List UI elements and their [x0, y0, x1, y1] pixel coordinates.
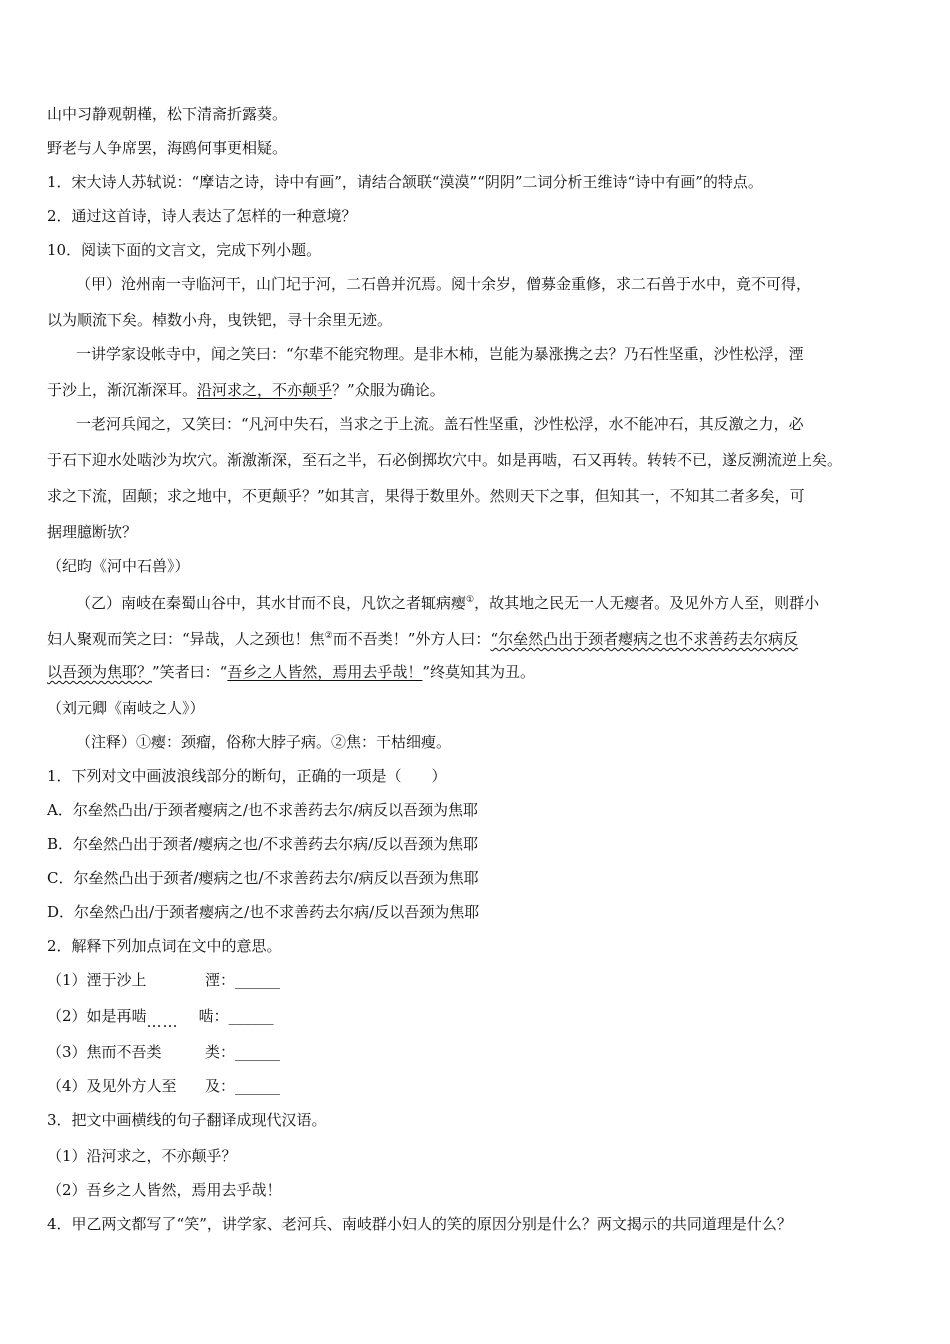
poem-line: 野老与人争席罢，海鸥何事更相疑。 [47, 139, 288, 157]
vocab-phrase: （1）湮于沙上 [47, 971, 147, 989]
wavy-underlined-sentence: “尔垒然凸出于颈者瘿病之也不求善药去尔病反 [490, 630, 799, 648]
option-c: C．尔垒然凸出于颈者/瘿病之也/不求善药去尔/病反以吾颈为焦耶 [47, 869, 479, 887]
vocab-item [47, 1005, 274, 1033]
underlined-sentence: 沿河求之，不亦颠乎 [197, 381, 333, 399]
passage-jia-line: 一讲学家设帐寺中，闻之笑曰：“尔辈不能究物理。是非木杮，岂能为暴涨携之去？乃石性坚重，沙性松浮，湮 [76, 345, 804, 363]
footnote-marker: ① [466, 595, 475, 605]
option-b: B．尔垒然凸出于颈者/瘿病之也/不求善药去尔病/反以吾颈为焦耶 [47, 835, 479, 853]
vocab-phrase: （2）如是再啮 [47, 1007, 147, 1025]
question-9-2: 2．通过这首诗，诗人表达了怎样的一种意境？ [47, 207, 357, 225]
translation-item: （1）沿河求之，不亦颠乎？ [47, 1147, 237, 1165]
vocab-item [47, 1041, 280, 1063]
passage-jia-line: 一老河兵闻之，又笑曰：“凡河中失石，当求之于上流。盖石性坚重，沙性松浮，水不能冲石，其反激之力，必 [76, 415, 804, 433]
answer-blank: ______ [235, 1043, 281, 1061]
passage-jia-line: 以为顺流下矣。棹数小舟，曳铁钯，寻十余里无迹。 [47, 311, 393, 329]
passage-jia-line [47, 379, 445, 401]
vocab-phrase: （4）及见外方人至 [47, 1077, 177, 1095]
text-segment: ”笑者曰：“ [152, 663, 228, 681]
question-10-4: 4．甲乙两文都写了“笑”，讲学家、老河兵、南岐群小妇人的笑的原因分别是什么？两文揭示的共同道理是什么？ [47, 1215, 792, 1233]
footnote-marker: ② [324, 631, 333, 641]
underlined-sentence: 吾乡之人皆然，焉用去乎哉！ [227, 663, 423, 681]
text-segment: 妇人聚观而笑之曰：“异哉，人之颈也！焦 [47, 630, 325, 648]
question-9-1: 1．宋大诗人苏轼说：“摩诘之诗，诗中有画”，请结合颔联“漠漠”“阴阴”二词分析王维诗“诗中有画”的特点。 [47, 173, 763, 191]
passage-yi-line [47, 661, 535, 683]
text-segment: 而不吾类！”外方人曰： [332, 630, 491, 648]
answer-blank: ______ [235, 971, 281, 989]
passage-yi-line [47, 625, 798, 650]
vocab-item [47, 969, 280, 991]
passage-jia-line: 于石下迎水处啮沙为坎穴。渐激渐深，至石之半，石必倒掷坎穴中。如是再啮，石又再转。转转不已，遂反溯流逆上矣。 [47, 451, 843, 469]
question-10-2-stem: 2．解释下列加点词在文中的意思。 [47, 937, 282, 955]
passage-jia-line: （甲）沧州南一寺临河干，山门圮于河，二石兽并沉焉。阅十余岁，僧募金重修，求二石兽于水中，竟不可得， [76, 275, 812, 293]
passage-yi-line [76, 589, 819, 614]
text-segment: ”终莫知其为丑。 [422, 663, 536, 681]
question-10-title: 10．阅读下面的文言文，完成下列小题。 [47, 241, 322, 259]
text-segment: 于沙上，渐沉渐深耳。 [47, 381, 198, 399]
text-segment: ，故其地之民无一人无瘿者。及见外方人至，则群小 [474, 594, 820, 612]
passage-yi-source: （刘元卿《南岐之人》） [47, 699, 205, 717]
passage-jia-line: 据理臆断欤？ [47, 523, 138, 541]
passage-notes: （注释）①瘿：颈瘤，俗称大脖子病。②焦：干枯细瘦。 [76, 733, 452, 751]
poem-line: 山中习静观朝槿，松下清斋折露葵。 [47, 105, 288, 123]
vocab-word: 类： [205, 1043, 236, 1061]
wavy-underlined-sentence: 以吾颈为焦耶？ [47, 663, 153, 681]
vocab-word: 啮： [198, 1007, 229, 1025]
option-d: D．尔垒然凸出/于颈者瘿病之/也不求善药去尔病/反以吾颈为焦耶 [47, 903, 480, 921]
passage-jia-source: （纪昀《河中石兽》） [47, 557, 190, 575]
text-segment: （乙）南岐在秦蜀山谷中，其水甘而不良，凡饮之者辄病瘿 [76, 594, 467, 612]
passage-jia-line: 求之下流，固颠；求之地中，不更颠乎？”如其言，果得于数里外。然则天下之事，但知其一，不知其二者多矣，可 [47, 487, 805, 505]
translation-item: （2）吾乡之人皆然，焉用去乎哉！ [47, 1181, 282, 1199]
answer-blank: ______ [228, 1007, 274, 1025]
vocab-item [47, 1075, 280, 1097]
emphasis-dots: …… [146, 1013, 179, 1031]
answer-blank: ______ [235, 1077, 281, 1095]
question-10-1-stem: 1．下列对文中画波浪线部分的断句，正确的一项是（ ） [47, 767, 447, 785]
text-segment: ？”众服为确论。 [332, 381, 445, 399]
question-10-3-stem: 3．把文中画横线的句子翻译成现代汉语。 [47, 1111, 327, 1129]
vocab-phrase: （3）焦而不吾类 [47, 1043, 162, 1061]
vocab-word: 湮： [205, 971, 236, 989]
vocab-word: 及： [205, 1077, 236, 1095]
option-a: A．尔垒然凸出/于颈者瘿病之/也不求善药去尔/病反以吾颈为焦耶 [47, 801, 478, 819]
